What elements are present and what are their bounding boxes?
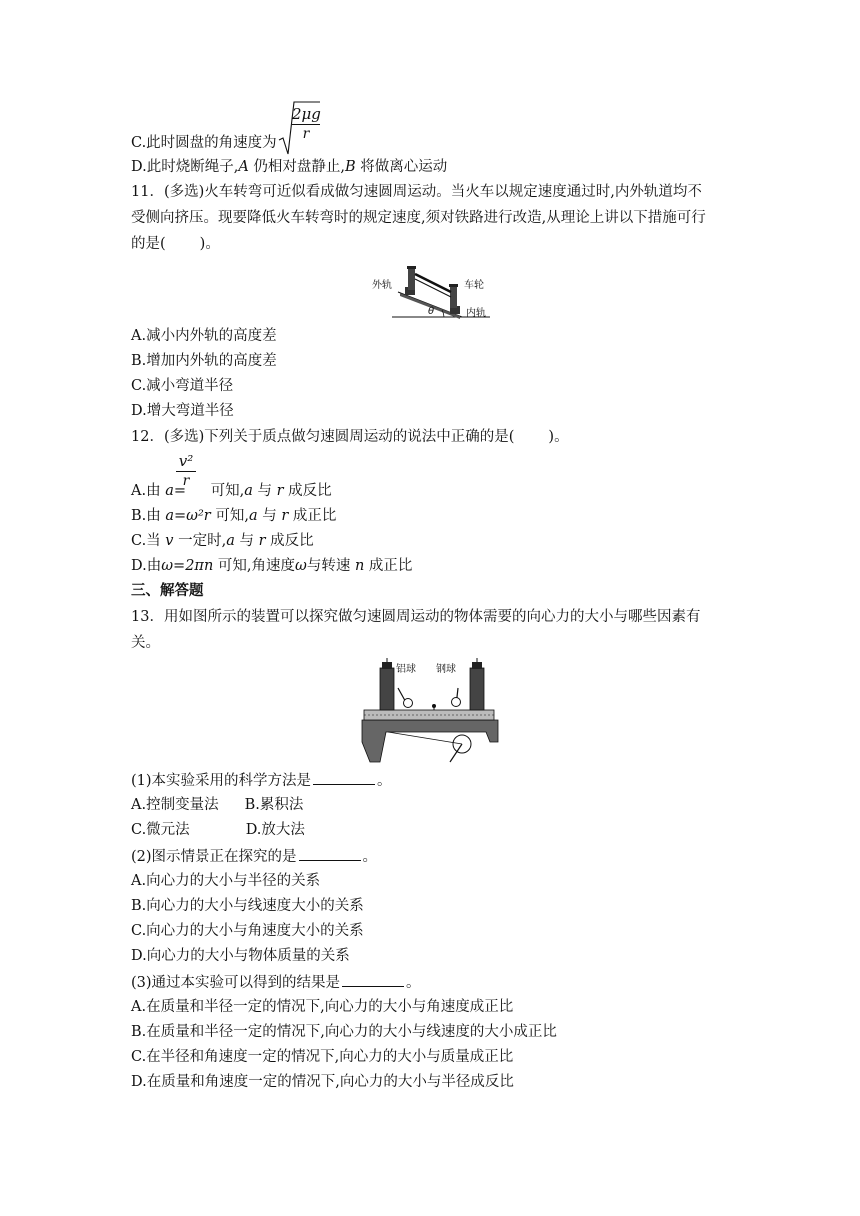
q13-sub2-option-b: B.向心力的大小与线速度大小的关系 bbox=[131, 898, 364, 914]
q11-option-d: D.增大弯道半径 bbox=[131, 403, 234, 419]
q13-stem-line1: 13．用如图所示的装置可以探究做匀速圆周运动的物体需要的向心力的大小与哪些因素有 bbox=[131, 609, 701, 625]
q13-sub2: (2)图示情景正在探究的是 。 bbox=[131, 846, 377, 867]
q11-stem-line3: 的是( )。 bbox=[131, 236, 220, 252]
q10-option-c bbox=[131, 133, 277, 153]
q13-sub3-option-c: C.在半径和角速度一定的情况下,向心力的大小与质量成正比 bbox=[131, 1049, 514, 1065]
label-wheel: 车轮 bbox=[464, 280, 484, 291]
q13-sub1: (1)本实验采用的科学方法是 。 bbox=[131, 770, 392, 791]
q11-stem-line1: 11．(多选)火车转弯可近似看成做匀速圆周运动。当火车以规定速度通过时,内外轨道均不 bbox=[131, 184, 702, 200]
q12-option-d: D.由ω=2πn 可知,角速度ω与转速 n 成正比 bbox=[131, 558, 413, 574]
q13-sub1-options-row2: C.微元法 D.放大法 bbox=[131, 822, 305, 838]
q12-stem: 12．(多选)下列关于质点做匀速圆周运动的说法中正确的是( )。 bbox=[131, 429, 569, 445]
q11-option-b: B.增加内外轨的高度差 bbox=[131, 353, 277, 369]
label-aluminum-ball: 铝球 bbox=[396, 664, 416, 675]
q13-sub2-option-a: A.向心力的大小与半径的关系 bbox=[131, 873, 321, 889]
q11-option-a: A.减小内外轨的高度差 bbox=[131, 328, 277, 344]
q13-sub3-option-d: D.在质量和角速度一定的情况下,向心力的大小与半径成反比 bbox=[131, 1074, 514, 1090]
train-track-figure bbox=[370, 262, 496, 322]
answer-blank[interactable] bbox=[299, 846, 361, 861]
q11-option-c: C.减小弯道半径 bbox=[131, 378, 234, 394]
q11-stem-line2: 受侧向挤压。现要降低火车转弯时的规定速度,须对铁路进行改造,从理论上讲以下措施可行 bbox=[131, 210, 706, 226]
q10-fraction-num: 2μg bbox=[292, 105, 321, 123]
q13-stem-line2: 关。 bbox=[131, 635, 160, 651]
q13-sub3-option-b: B.在质量和半径一定的情况下,向心力的大小与线速度的大小成正比 bbox=[131, 1024, 557, 1040]
q10-option-d: D.此时烧断绳子,A 仍相对盘静止,B 将做离心运动 bbox=[131, 159, 448, 175]
q13-sub3-option-a: A.在质量和半径一定的情况下,向心力的大小与角速度成正比 bbox=[131, 999, 514, 1015]
q13-sub1-options-row1: A.控制变量法 B.累积法 bbox=[131, 797, 304, 813]
section-title: 三、解答题 bbox=[131, 582, 204, 599]
q10-fraction bbox=[292, 106, 320, 141]
q10-option-c-text: C.此时圆盘的角速度为 bbox=[131, 135, 277, 151]
q12-option-a: A.由 a= 可知,a 与 r 成反比 bbox=[131, 483, 332, 499]
q12-fraction-den: r bbox=[182, 473, 190, 489]
label-inner-rail: 内轨 bbox=[466, 308, 486, 319]
label-steel-ball: 钢球 bbox=[436, 664, 456, 675]
answer-blank[interactable] bbox=[342, 972, 404, 987]
q13-sub2-option-d: D.向心力的大小与物体质量的关系 bbox=[131, 948, 350, 964]
q13-sub2-option-c: C.向心力的大小与角速度大小的关系 bbox=[131, 923, 364, 939]
centripetal-apparatus-figure bbox=[358, 658, 502, 766]
answer-blank[interactable] bbox=[313, 770, 375, 785]
label-theta: θ bbox=[428, 306, 435, 317]
q12-option-c: C.当 v 一定时,a 与 r 成反比 bbox=[131, 533, 314, 549]
q13-sub3: (3)通过本实验可以得到的结果是 。 bbox=[131, 972, 421, 993]
q12-option-b: B.由 a=ω²r 可知,a 与 r 成正比 bbox=[131, 508, 337, 524]
label-outer-rail: 外轨 bbox=[372, 280, 392, 291]
q12-fraction-num: v² bbox=[178, 452, 194, 470]
q10-fraction-den: r bbox=[302, 126, 310, 142]
